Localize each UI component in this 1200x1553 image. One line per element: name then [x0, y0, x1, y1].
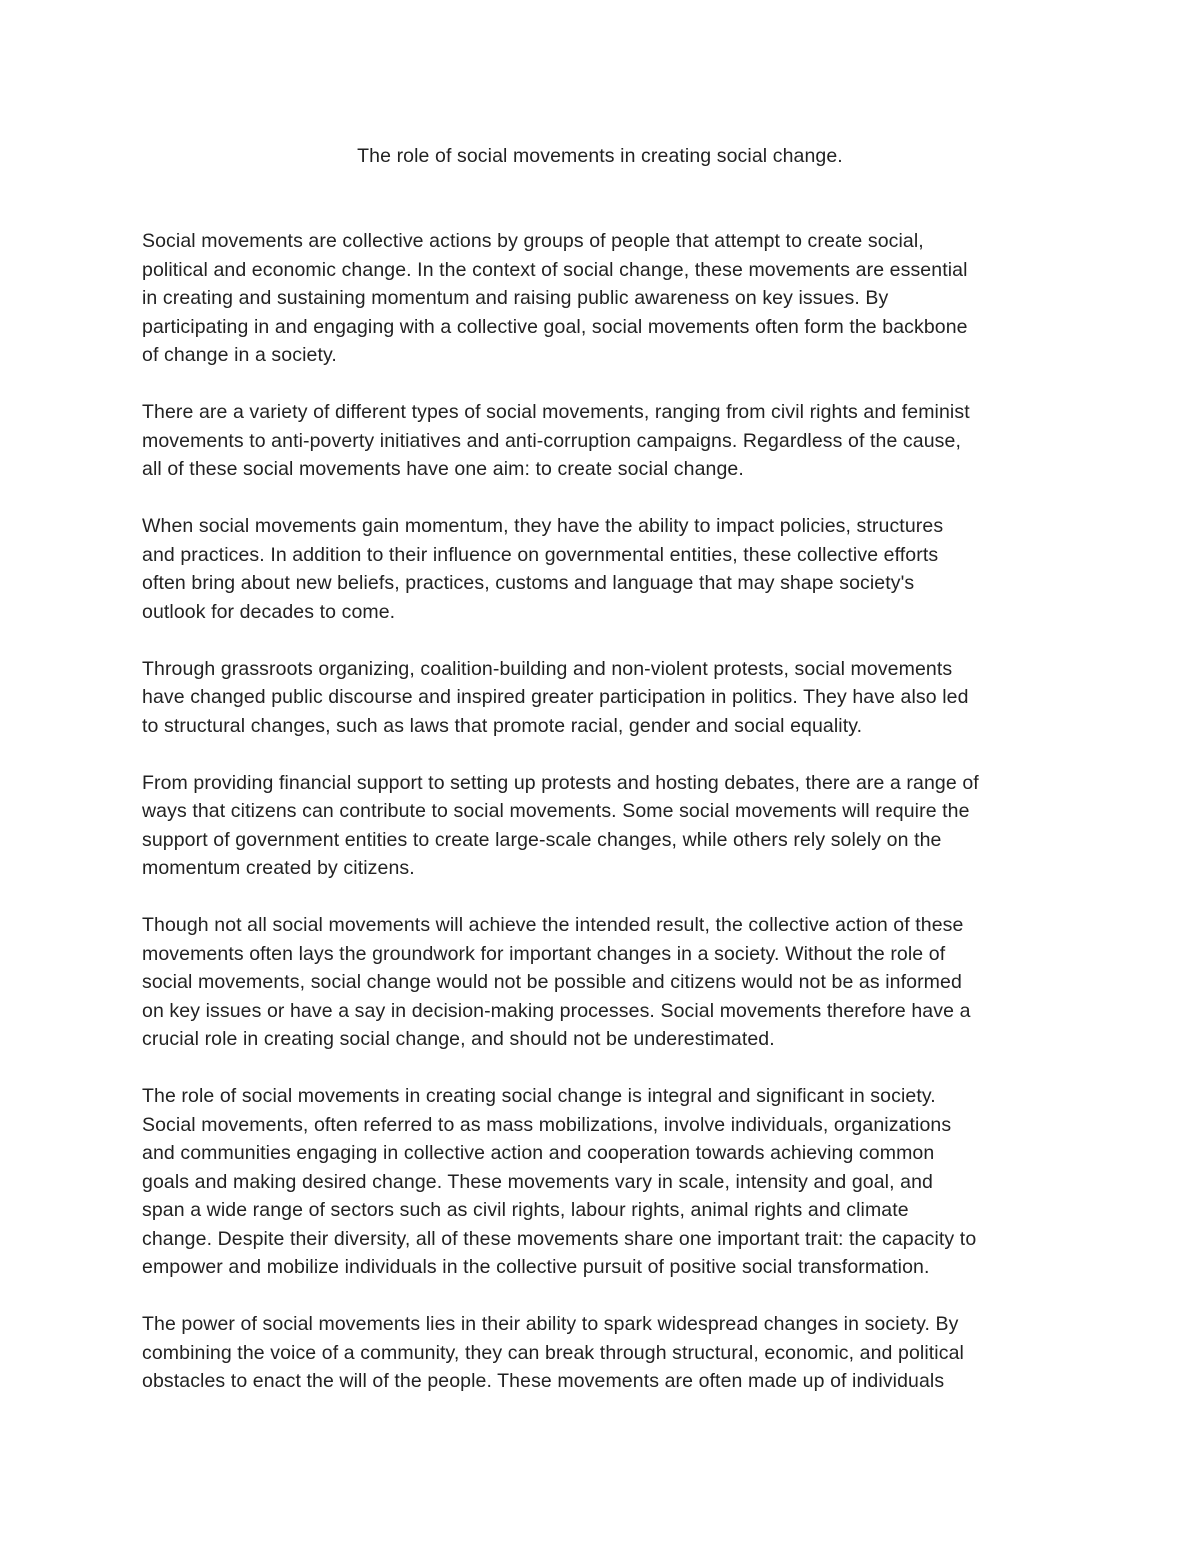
text-line: movements often lays the groundwork for important changes in a society. Without the role of: [142, 942, 946, 965]
text-line: empower and mobilize individuals in the collective pursuit of positive social transformation.: [142, 1256, 930, 1278]
paragraph-spacer: [142, 883, 1062, 912]
paragraph: [142, 1082, 1062, 1282]
text-line: The power of social movements lies in their ability to spark widespread changes in society. By: [142, 1313, 959, 1335]
text-line: crucial role in creating social change, and should not be underestimated.: [142, 1028, 775, 1050]
paragraph-spacer: [142, 1054, 1062, 1083]
text-line: There are a variety of different types of social movements, ranging from civil rights and feminist: [142, 401, 970, 423]
paragraph: [142, 227, 1062, 370]
text-line: often bring about new beliefs, practices, customs and language that may shape society's: [142, 572, 915, 594]
text-line: political and economic change. In the context of social change, these movements are essential: [142, 258, 968, 281]
text-line: on key issues or have a say in decision-making processes. Social movements therefore have a: [142, 999, 971, 1022]
document-title: The role of social movements in creating social change.: [357, 145, 843, 167]
text-line: Social movements, often referred to as mass mobilizations, involve individuals, organizations: [142, 1113, 952, 1136]
paragraph: [142, 1310, 1062, 1396]
text-line: The role of social movements in creating social change is integral and significant in society.: [142, 1085, 936, 1107]
text-line: participating in and engaging with a collective goal, social movements often form the backbone: [142, 315, 968, 338]
text-line: goals and making desired change. These movements vary in scale, intensity and goal, and: [142, 1170, 933, 1193]
paragraph-spacer: [142, 740, 1062, 769]
text-line: to structural changes, such as laws that promote racial, gender and social equality.: [142, 714, 863, 737]
paragraph-spacer: [142, 1282, 1062, 1311]
text-line: span a wide range of sectors such as civil rights, labour rights, animal rights and climate: [142, 1199, 909, 1221]
text-line: From providing financial support to setting up protests and hosting debates, there are a range of: [142, 771, 979, 794]
text-line: ways that citizens can contribute to social movements. Some social movements will require the: [142, 800, 970, 822]
text-line: obstacles to enact the will of the people. These movements are often made up of individuals: [142, 1370, 945, 1392]
text-line: momentum created by citizens.: [142, 857, 415, 879]
paragraph: [142, 398, 1062, 484]
paragraph: [142, 655, 1062, 741]
paragraph: [142, 911, 1062, 1054]
text-line: support of government entities to create large-scale changes, while others rely solely on the: [142, 828, 942, 851]
text-line: social movements, social change would not be possible and citizens would not be as informed: [142, 971, 962, 993]
text-line: Social movements are collective actions by groups of people that attempt to create social,: [142, 230, 924, 252]
text-line: and communities engaging in collective action and cooperation towards achieving common: [142, 1142, 935, 1164]
paragraph-spacer: [142, 370, 1062, 399]
text-line: in creating and sustaining momentum and raising public awareness on key issues. By: [142, 287, 889, 309]
text-line: all of these social movements have one aim: to create social change.: [142, 458, 744, 480]
text-line: outlook for decades to come.: [142, 600, 396, 623]
text-line: have changed public discourse and inspired greater participation in politics. They have also led: [142, 686, 969, 708]
text-line: Though not all social movements will achieve the intended result, the collective action of these: [142, 914, 964, 936]
text-line: and practices. In addition to their influence on governmental entities, these collective efforts: [142, 543, 939, 566]
text-line: movements to anti-poverty initiatives and anti-corruption campaigns. Regardless of the cause,: [142, 429, 961, 452]
text-line: of change in a society.: [142, 344, 337, 366]
paragraph: [142, 512, 1062, 626]
document-body: [142, 227, 1062, 1396]
text-line: When social movements gain momentum, they have the ability to impact policies, structures: [142, 515, 944, 537]
paragraph-spacer: [142, 626, 1062, 655]
text-line: combining the voice of a community, they can break through structural, economic, and political: [142, 1341, 964, 1364]
text-line: change. Despite their diversity, all of these movements share one important trait: the capacity to: [142, 1227, 977, 1250]
paragraph: [142, 769, 1062, 883]
paragraph-spacer: [142, 484, 1062, 513]
text-line: Through grassroots organizing, coalition-building and non-violent protests, social movements: [142, 657, 953, 680]
